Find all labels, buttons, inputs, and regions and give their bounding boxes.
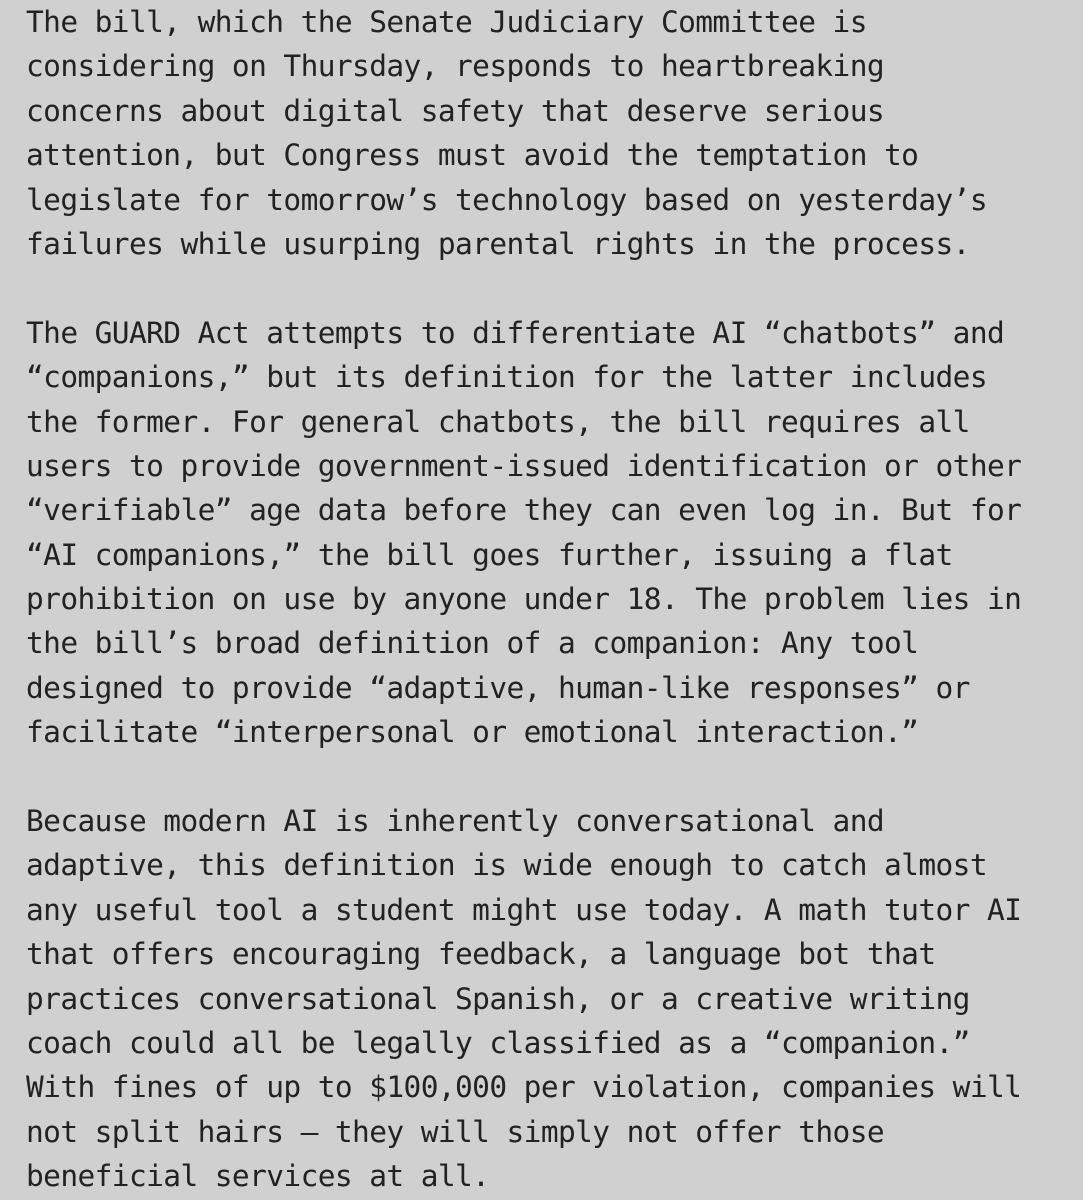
text-line: the former. For general chatbots, the bill requires all	[26, 404, 970, 439]
text-line: users to provide government-issued identification or other	[26, 448, 1022, 483]
text-line: facilitate “interpersonal or emotional interaction.”	[26, 715, 919, 750]
text-line: “AI companions,” the bill goes further, issuing a flat	[26, 537, 953, 572]
text-line: With fines of up to $100,000 per violation, companies will	[26, 1070, 1022, 1105]
text-line: prohibition on use by anyone under 18. The problem lies in	[26, 582, 1022, 617]
text-line: designed to provide “adaptive, human-like responses” or	[26, 670, 970, 705]
text-line: not split hairs — they will simply not offer those	[26, 1114, 885, 1149]
paragraph-2	[26, 311, 1076, 755]
text-line: coach could all be legally classified as a “companion.”	[26, 1025, 970, 1060]
text-line: considering on Thursday, responds to heartbreaking	[26, 49, 885, 84]
text-line: attention, but Congress must avoid the temptation to	[26, 138, 919, 173]
text-line: the bill’s broad definition of a companion: Any tool	[26, 626, 919, 661]
text-line: failures while usurping parental rights in the process.	[26, 226, 970, 261]
text-line: “verifiable” age data before they can even log in. But for	[26, 493, 1022, 528]
text-line: practices conversational Spanish, or a creative writing	[26, 981, 970, 1016]
text-line: The GUARD Act attempts to differentiate AI “chatbots” and	[26, 315, 1005, 350]
text-line: Because modern AI is inherently conversational and	[26, 804, 885, 839]
text-line: any useful tool a student might use today. A math tutor AI	[26, 892, 1022, 927]
text-line: beneficial services at all.	[26, 1159, 490, 1194]
text-line: The bill, which the Senate Judiciary Committee is	[26, 5, 867, 39]
text-line: legislate for tomorrow’s technology based on yesterday’s	[26, 182, 987, 217]
text-line: “companions,” but its definition for the latter includes	[26, 360, 987, 395]
text-line: adaptive, this definition is wide enough to catch almost	[26, 848, 987, 883]
text-line: concerns about digital safety that deserve serious	[26, 93, 885, 128]
text-line: that offers encouraging feedback, a language bot that	[26, 937, 936, 972]
article-text	[26, 0, 1076, 1199]
paragraph-1	[26, 0, 1076, 266]
paragraph-3	[26, 799, 1076, 1199]
